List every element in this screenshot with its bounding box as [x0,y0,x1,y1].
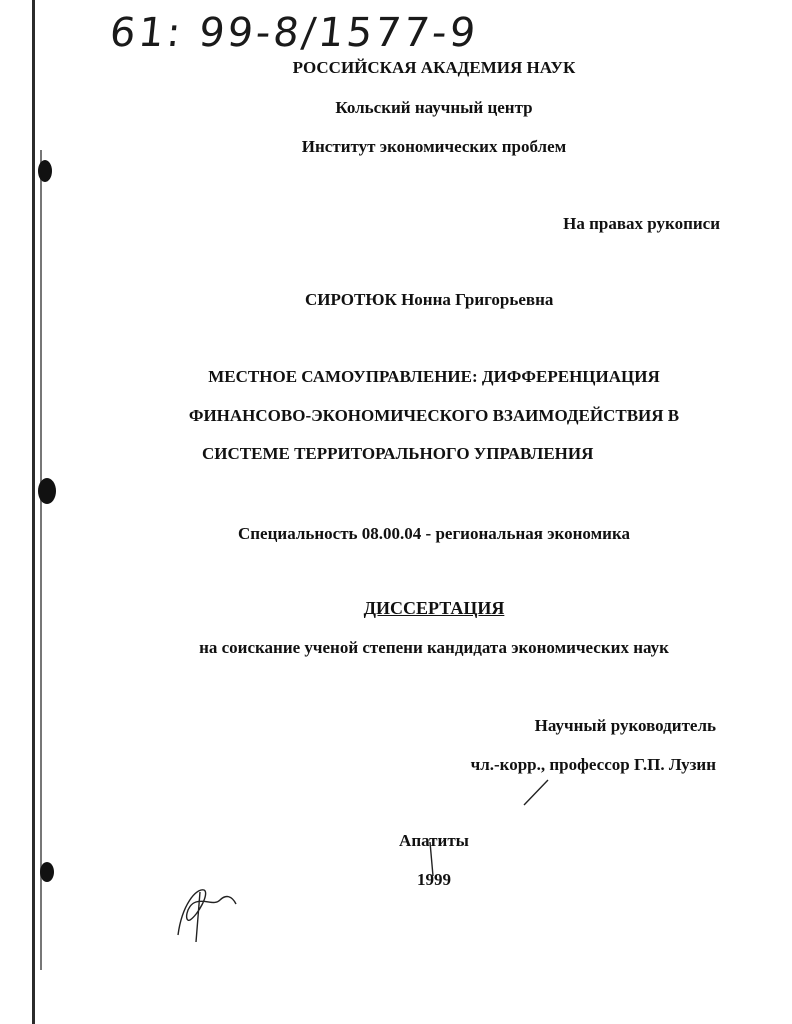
manuscript-rights: На правах рукописи [563,214,720,233]
city: Апатиты [399,831,469,850]
specialty: Специальность 08.00.04 - региональная экономика [237,524,630,543]
academy-name: РОССИЙСКАЯ АКАДЕМИЯ НАУК [292,58,576,77]
institute-name: Институт экономических проблем [301,137,567,156]
author-name: СИРОТЮК Нонна Григорьевна [305,290,554,309]
document-type: ДИССЕРТАЦИЯ [363,598,505,618]
title-line: МЕСТНОЕ САМОУПРАВЛЕНИЕ: ДИФФЕРЕНЦИАЦИЯ [208,367,660,386]
supervisor-label: Научный руководитель [534,716,716,735]
year: 1999 [417,870,451,889]
archive-code-handwritten: 61: 99-8/1577-9 [107,10,481,56]
pen-stroke [524,780,548,805]
signature-scribble [178,890,236,942]
title-line: ФИНАНСОВО-ЭКОНОМИЧЕСКОГО ВЗАИМОДЕЙСТВИЯ В [188,406,680,425]
degree-line: на соискание ученой степени кандидата экономических наук [199,638,669,657]
title-line: СИСТЕМЕ ТЕРРИТОРАЛЬНОГО УПРАВЛЕНИЯ [202,444,594,463]
supervisor-name: чл.-корр., профессор Г.П. Лузин [470,755,716,774]
center-name: Кольский научный центр [335,98,533,117]
pen-stroke [430,842,433,876]
